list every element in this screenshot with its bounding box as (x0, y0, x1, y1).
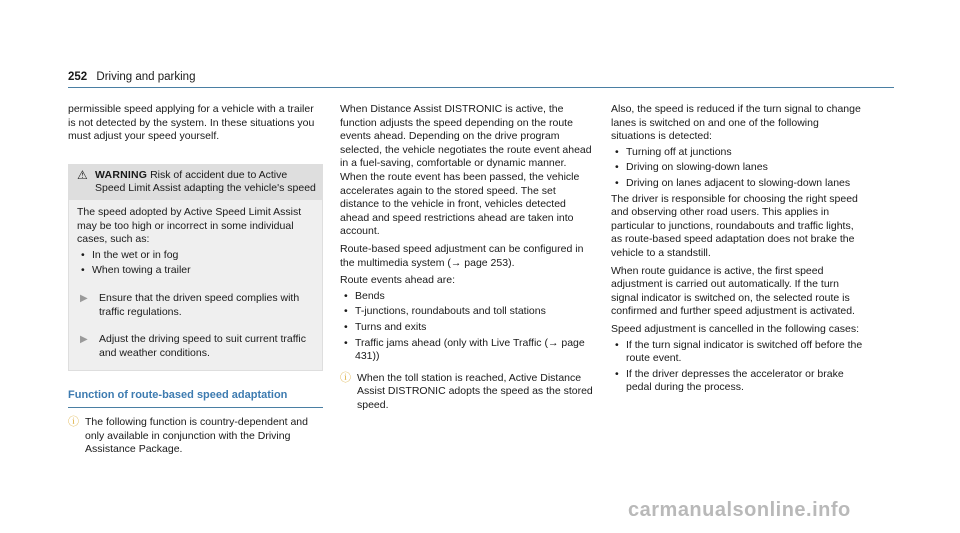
note-text: The following function is country-dependent and only available in conjunction with the Driving Assistance Package. (85, 415, 308, 456)
paragraph: The driver is responsible for choosing the right speed and observing other road users. This applies in particular to junctions, roundabouts and traffic lights, as route-based speed adaptation does not brake the vehicle to a standstill. (611, 192, 858, 259)
section-name: Driving and parking (96, 71, 196, 83)
warning-header (69, 165, 322, 200)
action-step (77, 292, 314, 319)
warning-icon: ⚠ (77, 167, 88, 182)
warning-box (68, 164, 323, 372)
note (68, 416, 323, 457)
action-arrow-icon: ▶ (80, 292, 88, 304)
header-divider (68, 87, 894, 88)
note (340, 372, 595, 413)
list-item: • Bends (340, 290, 595, 304)
warning-label: WARNING (95, 168, 148, 181)
cancel-cases-list (611, 339, 866, 395)
paragraph: Speed adjustment is cancelled in the following cases: (611, 322, 860, 335)
info-icon: ⓘ (68, 415, 79, 428)
column-left (68, 103, 323, 457)
list-item: • If the driver depresses the accelerator or brake pedal during the process. (611, 368, 866, 395)
paragraph: Route-based speed adjustment can be configured in the multimedia system (→ page 253). (340, 242, 584, 269)
action-step (77, 333, 314, 360)
action-text: Adjust the driving speed to suit current traffic and weather conditions. (99, 333, 306, 359)
warning-title: Risk of accident due to Active Speed Limit Assist adapting the vehicle's speed (95, 168, 316, 195)
column-right (611, 103, 866, 397)
list-item: • T-junctions, roundabouts and toll stations (340, 305, 595, 319)
warning-body (69, 200, 322, 370)
column-middle (340, 103, 595, 412)
list-item: • Turns and exits (340, 321, 595, 335)
paragraph: When route guidance is active, the first speed adjustment is carried out automatically. If the turn signal indicator is switched on, the selected route is confirmed and further speed adjustment is activated. (611, 264, 855, 318)
watermark: carmanualsonline.info (628, 499, 851, 521)
list-item: • If the turn signal indicator is switched off before the route event. (611, 339, 866, 366)
list-item: • In the wet or in fog (77, 249, 314, 263)
list-item: • Turning off at junctions (611, 146, 866, 160)
action-arrow-icon: ▶ (80, 334, 88, 346)
situations-list (611, 146, 866, 191)
warning-list (77, 249, 314, 278)
list-item: • Driving on slowing-down lanes (611, 161, 866, 175)
list-item: • When towing a trailer (77, 264, 314, 278)
warning-text: The speed adopted by Active Speed Limit Assist may be too high or incorrect in some individual cases, such as: (77, 205, 302, 246)
list-item: • Driving on lanes adjacent to slowing-down lanes (611, 177, 866, 191)
intro-paragraph: permissible speed applying for a vehicle with a trailer is not detected by the system. In these situations you must adjust your speed yourself. (68, 103, 315, 143)
route-events-list (340, 290, 595, 364)
action-text: Ensure that the driven speed complies with traffic regulations. (99, 291, 300, 318)
section-title: Function of route-based speed adaptation (68, 389, 323, 408)
paragraph: When Distance Assist DISTRONIC is active, the function adjusts the speed depending on the route events ahead. Depending on the drive program selected, the vehicle negotiates the route event ahead in a fuel-saving, comfortable or dynamic manner. When the route event has been passed, the vehicle accelerates again to the stored speed. The set distance to the vehicle in front, vehicles detected ahead and speed restrictions ahead are taken into account. (340, 103, 592, 238)
page-number: 252 (68, 71, 88, 83)
paragraph: Route events ahead are: (340, 274, 455, 287)
page-header (68, 71, 195, 85)
paragraph: Also, the speed is reduced if the turn signal to change lanes is switched on and one of the following situations is detected: (611, 103, 861, 143)
info-icon: ⓘ (340, 371, 351, 384)
list-item: • Traffic jams ahead (only with Live Traffic (→ page 431)) (340, 337, 595, 364)
note-text: When the toll station is reached, Active Distance Assist DISTRONIC adopts the speed as the stored speed. (357, 371, 593, 411)
